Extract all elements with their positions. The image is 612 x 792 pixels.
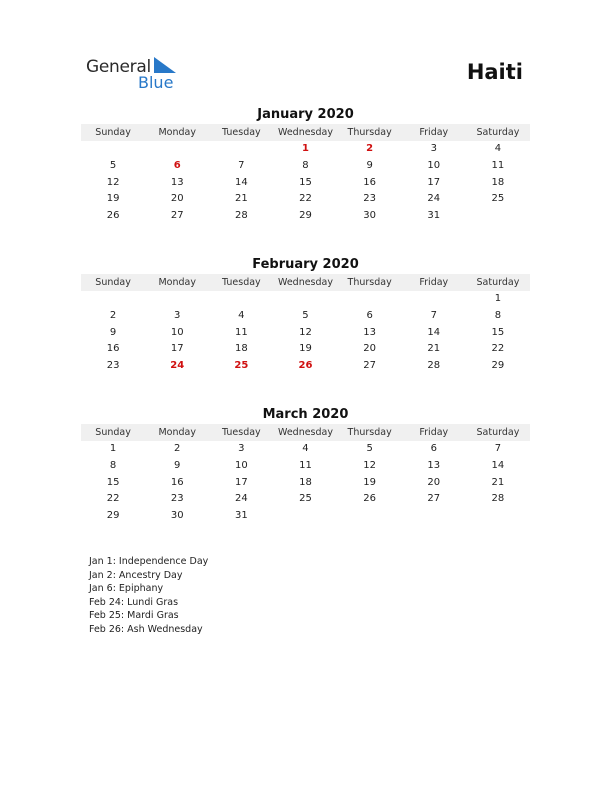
- week-row: [81, 458, 530, 475]
- day-cell: 6: [173, 159, 181, 171]
- empty-day-cell: [338, 508, 402, 525]
- month-title: March 2020: [262, 407, 349, 422]
- week-row: [81, 308, 530, 325]
- day-cell: 6: [430, 443, 437, 454]
- day-cell: 10: [427, 159, 441, 171]
- day-cell: 20: [170, 193, 184, 205]
- day-cell: 26: [298, 360, 313, 372]
- day-cell: 10: [170, 326, 184, 338]
- weekday-label: Wednesday: [277, 127, 333, 138]
- week-row: [81, 508, 530, 525]
- day-cell: 7: [430, 309, 437, 321]
- day-cell: 30: [363, 210, 376, 222]
- day-cell: 11: [234, 326, 248, 338]
- day-cell: 19: [363, 476, 376, 488]
- day-cell: 2: [109, 309, 117, 321]
- empty-day-cell: [145, 291, 209, 308]
- day-cell: 27: [170, 210, 184, 222]
- day-cell: 1: [302, 143, 309, 154]
- day-cell: 3: [430, 143, 437, 154]
- day-cell: 19: [299, 343, 312, 355]
- empty-day-cell: [81, 291, 145, 308]
- day-cell: 9: [109, 326, 117, 338]
- day-cell: 22: [299, 193, 312, 205]
- day-cell: 11: [491, 159, 505, 171]
- weekday-label: Saturday: [476, 277, 520, 288]
- day-cell: 30: [170, 510, 184, 522]
- day-cell: 24: [234, 493, 248, 505]
- weekday-header: [81, 274, 530, 291]
- day-cell: 8: [109, 459, 117, 471]
- week-row: [81, 175, 530, 192]
- day-cell: 14: [234, 176, 248, 188]
- week-row: [81, 141, 530, 158]
- day-cell: 16: [170, 476, 184, 488]
- country-title: Haiti: [466, 60, 523, 84]
- empty-day-cell: [402, 508, 466, 525]
- weekday-label: Sunday: [95, 427, 131, 438]
- weekday-label: Monday: [158, 277, 196, 288]
- empty-day-cell: [81, 141, 145, 158]
- day-cell: 31: [234, 510, 248, 522]
- day-cell: 5: [302, 309, 309, 321]
- empty-day-cell: [273, 508, 337, 525]
- weekday-label: Tuesday: [222, 277, 261, 288]
- day-cell: 13: [363, 326, 376, 338]
- week-row: [81, 341, 530, 358]
- weekday-label: Wednesday: [277, 427, 333, 438]
- weekday-label: Wednesday: [277, 277, 333, 288]
- day-cell: 18: [234, 343, 248, 355]
- day-cell: 22: [106, 493, 120, 505]
- weekday-label: Friday: [419, 127, 449, 138]
- day-cell: 2: [366, 143, 374, 154]
- day-cell: 28: [427, 360, 441, 372]
- holiday-item: Jan 2: Ancestry Day: [89, 569, 183, 581]
- day-cell: 17: [170, 343, 184, 355]
- day-cell: 17: [427, 176, 441, 188]
- day-cell: 20: [427, 476, 441, 488]
- day-cell: 14: [427, 326, 441, 338]
- week-row: [81, 325, 530, 342]
- month-january: [81, 106, 530, 225]
- day-cell: 12: [106, 176, 120, 188]
- weekday-label: Sunday: [95, 277, 131, 288]
- week-row: [81, 441, 530, 458]
- day-cell: 23: [106, 360, 120, 372]
- day-cell: 26: [106, 210, 120, 222]
- day-cell: 21: [427, 343, 441, 355]
- day-cell: 15: [491, 326, 505, 338]
- day-cell: 12: [363, 459, 376, 471]
- day-cell: 21: [491, 476, 505, 488]
- holiday-item: Feb 24: Lundi Gras: [89, 596, 179, 608]
- day-cell: 24: [170, 360, 185, 372]
- month-february: [81, 256, 530, 375]
- day-cell: 10: [234, 459, 248, 471]
- day-cell: 13: [427, 459, 441, 471]
- day-cell: 7: [494, 443, 502, 454]
- day-cell: 25: [234, 360, 249, 372]
- day-cell: 31: [427, 210, 441, 222]
- day-cell: 25: [491, 193, 505, 205]
- day-cell: 12: [299, 326, 312, 338]
- day-cell: 13: [170, 176, 184, 188]
- day-cell: 4: [494, 143, 502, 154]
- day-cell: 8: [494, 309, 502, 321]
- month-title: February 2020: [252, 257, 359, 272]
- weekday-label: Thursday: [347, 277, 392, 288]
- day-cell: 29: [491, 360, 505, 372]
- day-cell: 9: [366, 159, 373, 171]
- day-cell: 21: [234, 193, 248, 205]
- day-cell: 16: [363, 176, 376, 188]
- day-cell: 1: [494, 293, 502, 304]
- weekday-label: Tuesday: [222, 427, 261, 438]
- week-row: [81, 491, 530, 508]
- day-cell: 15: [299, 176, 312, 188]
- day-cell: 7: [238, 159, 245, 171]
- day-cell: 23: [170, 493, 184, 505]
- day-cell: 18: [299, 476, 312, 488]
- day-cell: 3: [174, 309, 181, 321]
- month-march: [81, 406, 530, 525]
- day-cell: 17: [234, 476, 248, 488]
- week-row: [81, 208, 530, 225]
- brand-logo: [86, 55, 196, 95]
- weekday-label: Tuesday: [222, 127, 261, 138]
- weekday-label: Monday: [158, 127, 196, 138]
- week-row: [81, 191, 530, 208]
- day-cell: 5: [366, 443, 373, 454]
- day-cell: 6: [366, 309, 373, 321]
- day-cell: 15: [106, 476, 120, 488]
- weekday-label: Sunday: [95, 127, 131, 138]
- day-cell: 27: [363, 360, 376, 372]
- weekday-label: Thursday: [347, 427, 392, 438]
- empty-day-cell: [145, 141, 209, 158]
- weekday-label: Monday: [158, 427, 196, 438]
- day-cell: 5: [109, 159, 117, 171]
- empty-day-cell: [466, 208, 530, 225]
- day-cell: 28: [491, 493, 505, 505]
- holiday-list: [89, 555, 208, 637]
- day-cell: 4: [302, 443, 309, 454]
- weekday-label: Friday: [419, 427, 449, 438]
- week-row: [81, 475, 530, 492]
- weekday-label: Friday: [419, 277, 449, 288]
- week-row: [81, 158, 530, 175]
- week-row: [81, 358, 530, 375]
- empty-day-cell: [209, 141, 273, 158]
- day-cell: 16: [106, 343, 120, 355]
- day-cell: 1: [109, 443, 117, 454]
- empty-day-cell: [209, 291, 273, 308]
- day-cell: 20: [363, 343, 376, 355]
- day-cell: 4: [238, 309, 245, 321]
- day-cell: 22: [491, 343, 505, 355]
- day-cell: 29: [299, 210, 312, 222]
- empty-day-cell: [338, 291, 402, 308]
- day-cell: 2: [174, 443, 181, 454]
- holiday-item: Feb 26: Ash Wednesday: [89, 623, 203, 635]
- holiday-item: Jan 6: Epiphany: [89, 583, 164, 595]
- empty-day-cell: [402, 291, 466, 308]
- day-cell: 24: [427, 193, 441, 205]
- week-row: [81, 291, 530, 308]
- weekday-label: Thursday: [347, 127, 392, 138]
- day-cell: 11: [299, 459, 312, 471]
- month-title: January 2020: [257, 107, 354, 122]
- empty-day-cell: [273, 291, 337, 308]
- logo-blue-text: Blue: [138, 73, 174, 92]
- weekday-header: [81, 424, 530, 441]
- day-cell: 9: [174, 459, 181, 471]
- day-cell: 19: [106, 193, 120, 205]
- day-cell: 14: [491, 459, 505, 471]
- day-cell: 8: [302, 159, 309, 171]
- day-cell: 26: [363, 493, 376, 505]
- day-cell: 29: [106, 510, 120, 522]
- day-cell: 18: [491, 176, 505, 188]
- day-cell: 27: [427, 493, 441, 505]
- weekday-label: Saturday: [476, 127, 520, 138]
- day-cell: 28: [234, 210, 248, 222]
- day-cell: 23: [363, 193, 376, 205]
- holiday-item: Jan 1: Independence Day: [89, 556, 209, 567]
- empty-day-cell: [466, 508, 530, 525]
- logo-general-text: General: [86, 57, 151, 77]
- weekday-header: [81, 124, 530, 141]
- holiday-item: Feb 25: Mardi Gras: [89, 610, 179, 622]
- day-cell: 25: [299, 493, 312, 505]
- logo-triangle-icon: [154, 57, 176, 73]
- weekday-label: Saturday: [476, 427, 520, 438]
- day-cell: 3: [238, 443, 245, 454]
